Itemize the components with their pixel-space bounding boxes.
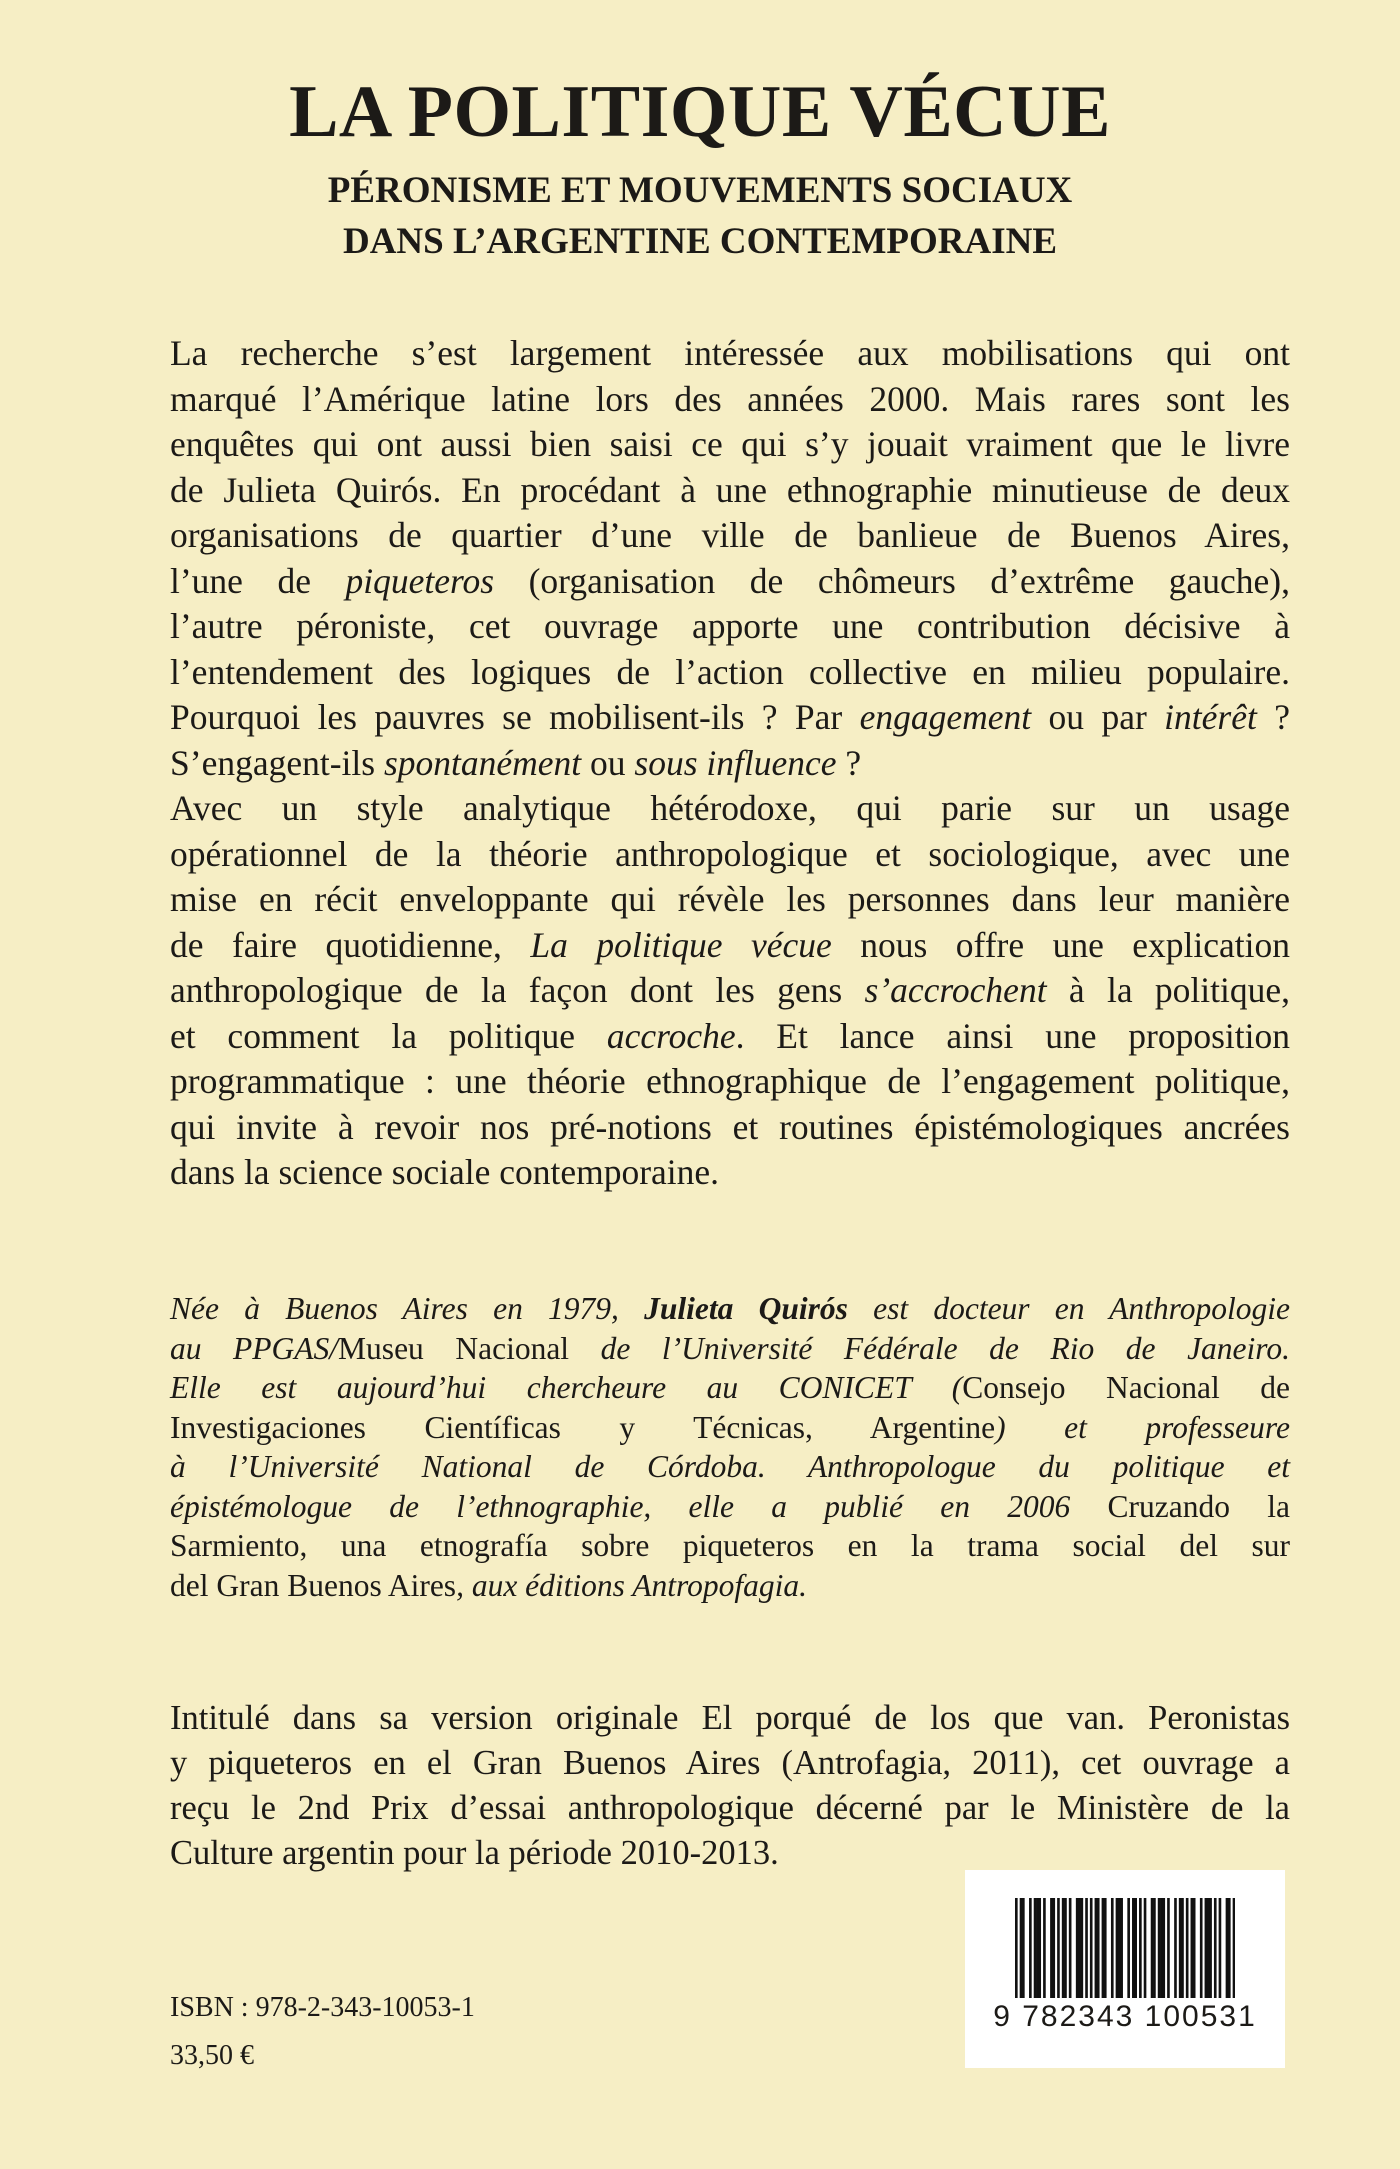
- barcode-bar: [1034, 1898, 1037, 1998]
- barcode-bar: [1127, 1898, 1130, 1998]
- barcode-bar: [1057, 1898, 1060, 1998]
- text-run: l’une de: [170, 560, 346, 601]
- text-run: ) et professeure: [995, 1409, 1290, 1445]
- bio-line: [170, 1368, 1290, 1408]
- italic-term: s’accrochent: [864, 970, 1047, 1010]
- text-run: (organisation de chômeurs d’extrême gauche),: [494, 560, 1291, 601]
- text-run: Investigaciones Científicas y Técnicas, Argentine: [170, 1409, 996, 1445]
- italic-term: spontanément: [383, 742, 582, 783]
- award-note: [170, 1696, 1290, 1876]
- barcode-bar: [1078, 1898, 1081, 1998]
- subtitle-line-1: PÉRONISME ET MOUVEMENTS SOCIAUX: [327, 170, 1073, 211]
- bio-line: [170, 1408, 1290, 1448]
- barcode-bar: [1207, 1898, 1210, 1998]
- text-run: S’engagent-ils: [170, 742, 384, 783]
- barcode-bar: [1153, 1898, 1156, 1998]
- price-label: 33,50 €: [170, 2040, 254, 2071]
- bio-line: [170, 1566, 1290, 1606]
- barcode-bar: [1228, 1898, 1231, 1998]
- italic-book-title: La politique vécue: [530, 924, 832, 965]
- text-run: anthropologique de la façon dont les gens: [170, 970, 865, 1010]
- analysis-paragraph: [170, 786, 1290, 1196]
- text-run: Pourquoi les pauvres se mobilisent-ils ? Par: [170, 697, 860, 737]
- barcode-bar: [1081, 1898, 1084, 1998]
- text-run: de l’Université Fédérale de Rio de Janeiro.: [569, 1330, 1290, 1366]
- barcode-bar: [1167, 1898, 1170, 1998]
- text-run: Elle est aujourd’hui chercheure au CONICET (: [170, 1370, 963, 1405]
- analysis-line: [170, 968, 1290, 1014]
- barcode-bar: [1043, 1898, 1046, 1998]
- text-run: est docteur en Anthropologie: [847, 1291, 1290, 1326]
- bio-line: [170, 1289, 1290, 1329]
- barcode-bar: [1118, 1898, 1121, 1998]
- italic-term: piqueteros: [345, 560, 495, 601]
- barcode-bar: [1120, 1898, 1123, 1998]
- barcode-bar: [1174, 1898, 1177, 1998]
- text-run: Museu Nacional: [338, 1330, 570, 1366]
- barcode-bar: [1069, 1898, 1072, 1998]
- barcode-bar: [1022, 1898, 1025, 1998]
- barcode-bar: [1097, 1898, 1100, 1998]
- analysis-line: dans la science sociale contemporaine.: [170, 1152, 720, 1192]
- summary-line: [170, 559, 1290, 605]
- analysis-line: mise en récit enveloppante qui révèle les personnes dans leur manière: [170, 879, 1290, 919]
- bio-line: [170, 1487, 1290, 1527]
- author-bio: [170, 1289, 1290, 1605]
- barcode-bar: [1200, 1898, 1203, 1998]
- barcode-bar: [1186, 1898, 1189, 1998]
- barcode-bar: [1162, 1898, 1165, 1998]
- analysis-line: Avec un style analytique hétérodoxe, qui parie sur un usage: [170, 788, 1290, 828]
- text-run: Cruzando la: [1107, 1488, 1290, 1524]
- award-line: y piqueteros en el Gran Buenos Aires (Antrofagia, 2011), cet ouvrage a: [170, 1744, 1290, 1782]
- summary-line: enquêtes qui ont aussi bien saisi ce qui s’y jouait vraiment que le livre: [170, 424, 1290, 464]
- italic-term: intérêt: [1164, 697, 1257, 737]
- barcode-bar: [1209, 1898, 1212, 1998]
- text-run: ?: [836, 742, 862, 783]
- text-run: , aux éditions Antropofagia.: [456, 1567, 807, 1603]
- barcode-bar: [1226, 1898, 1229, 1998]
- barcode-bar: [1160, 1898, 1163, 1998]
- text-run: nous offre une explication: [831, 924, 1291, 965]
- barcode-bar: [1038, 1898, 1041, 1998]
- barcode-bar: [1233, 1898, 1235, 1998]
- summary-line: de Julieta Quirós. En procédant à une ethnographie minutieuse de deux: [170, 469, 1290, 510]
- barcode-bar: [1050, 1898, 1053, 1998]
- barcode-bar: [1139, 1898, 1142, 1998]
- summary-line: [170, 695, 1290, 741]
- barcode-bar: [1134, 1898, 1137, 1998]
- barcode-bar: [1076, 1898, 1079, 1998]
- summary-line: l’entendement des logiques de l’action collective en milieu populaire.: [170, 651, 1290, 692]
- summary-line: l’autre péroniste, cet ouvrage apporte une contribution décisive à: [170, 606, 1290, 646]
- summary-line: La recherche s’est largement intéressée aux mobilisations qui ont: [170, 333, 1290, 373]
- barcode-bar: [1095, 1898, 1098, 1998]
- barcode-bar: [1205, 1898, 1208, 1998]
- text-run: de faire quotidienne,: [170, 924, 531, 965]
- barcode-bar: [1062, 1898, 1065, 1998]
- barcode-bar: [1015, 1898, 1018, 1998]
- barcode-bar: [1193, 1898, 1196, 1998]
- barcode-number: 9 782343 100531: [993, 2000, 1257, 2033]
- text-run: et comment la politique: [170, 1015, 607, 1056]
- analysis-line: programmatique : une théorie ethnographique de l’engagement politique,: [170, 1061, 1290, 1101]
- analysis-line: qui invite à revoir nos pré-notions et routines épistémologiques ancrées: [170, 1106, 1290, 1147]
- barcode-bar: [1132, 1898, 1135, 1998]
- summary-paragraph: [170, 331, 1290, 786]
- bio-line: Sarmiento, una etnografía sobre piqueteros en la trama social del sur: [170, 1528, 1290, 1563]
- barcode-bar: [1144, 1898, 1147, 1998]
- author-name: Julieta Quirós: [644, 1291, 848, 1326]
- text-run: del Gran Buenos Aires: [170, 1567, 457, 1603]
- italic-term: sous influence: [634, 742, 837, 783]
- barcode-bar: [1029, 1898, 1032, 1998]
- analysis-line: opérationnel de la théorie anthropologique et sociologique, avec une: [170, 833, 1290, 874]
- barcode-bar: [1090, 1898, 1093, 1998]
- text-run: ou par: [1031, 697, 1165, 737]
- subtitle-line-2: DANS L’ARGENTINE CONTEMPORAINE: [342, 221, 1058, 262]
- barcode-bar: [1052, 1898, 1055, 1998]
- barcode-bar: [1104, 1898, 1107, 1998]
- summary-line: [170, 741, 1290, 787]
- barcode-bar: [1214, 1898, 1217, 1998]
- summary-line: organisations de quartier d’une ville de banlieue de Buenos Aires,: [170, 515, 1290, 555]
- isbn-label: ISBN : 978-2-343-10053-1: [170, 1992, 475, 2023]
- text-run: Consejo Nacional de: [962, 1370, 1290, 1405]
- analysis-line: [170, 1014, 1290, 1060]
- book-title: LA POLITIQUE VÉCUE: [289, 71, 1111, 153]
- text-run: épistémologue de l’ethnographie, elle a publié en 2006: [170, 1488, 1108, 1524]
- award-line: reçu le 2nd Prix d’essai anthropologique décerné par le Ministère de la: [170, 1789, 1290, 1827]
- text-run: . Et lance ainsi une proposition: [735, 1015, 1290, 1056]
- barcode-bar: [1064, 1898, 1067, 1998]
- barcode-bar: [1151, 1898, 1154, 1998]
- barcode-bar: [1102, 1898, 1105, 1998]
- barcode-bar: [1191, 1898, 1194, 1998]
- award-line: Culture argentin pour la période 2010-2013.: [170, 1834, 779, 1872]
- barcode-bar: [1020, 1898, 1023, 1998]
- italic-term: accroche: [606, 1015, 736, 1056]
- barcode-bar: [1219, 1898, 1222, 1998]
- text-run: Née à Buenos Aires en 1979,: [170, 1291, 645, 1326]
- barcode-bar: [1158, 1898, 1161, 1998]
- text-run: ?: [1256, 697, 1290, 737]
- text-run: au PPGAS/: [170, 1330, 339, 1366]
- barcode-bar: [1179, 1898, 1182, 1998]
- barcode-bar: [1111, 1898, 1114, 1998]
- bio-line: à l’Université National de Córdoba. Anthropologue du politique et: [170, 1449, 1290, 1484]
- text-run: à la politique,: [1046, 970, 1290, 1010]
- barcode-bar: [1116, 1898, 1119, 1998]
- barcode-bar: [1085, 1898, 1088, 1998]
- barcode-bar: [1181, 1898, 1184, 1998]
- italic-term: engagement: [859, 697, 1032, 737]
- analysis-line: [170, 923, 1290, 969]
- barcode-bar: [1036, 1898, 1039, 1998]
- barcode-bars: [1015, 1898, 1235, 1998]
- summary-line: marqué l’Amérique latine lors des années 2000. Mais rares sont les: [170, 378, 1290, 419]
- barcode: [965, 1870, 1285, 2068]
- text-run: ou: [581, 742, 635, 783]
- award-line: Intitulé dans sa version originale El porqué de los que van. Peronistas: [170, 1699, 1290, 1737]
- book-subtitle: [0, 165, 1400, 267]
- bio-line: [170, 1329, 1290, 1369]
